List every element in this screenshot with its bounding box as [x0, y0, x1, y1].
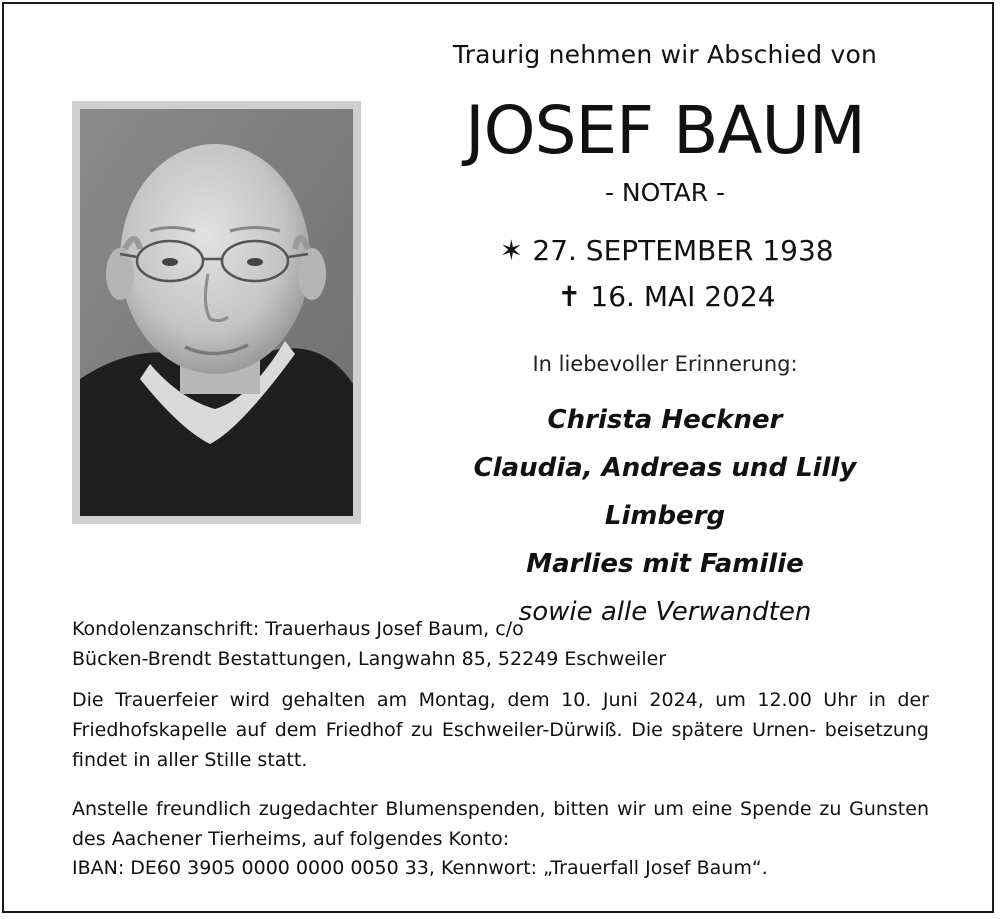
memory-label: In liebevoller Erinnerung: — [532, 352, 798, 376]
donation-paragraph: Anstelle freundlich zugedachter Blumenspenden, bitten wir um eine Spende zu Gunsten des Aachener Tierheims, auf folgendes Konto: — [72, 798, 929, 850]
mourner-line: sowie alle Verwandten — [518, 597, 812, 627]
birth-date: 27. SEPTEMBER 1938 — [532, 234, 834, 267]
address-line: Bücken-Brendt Bestattungen, Langwahn 85, 52249 Eschweiler — [72, 648, 667, 670]
birth-date-line — [420, 228, 910, 274]
mourner-line: Christa Heckner — [547, 405, 783, 435]
death-date: 16. MAI 2024 — [590, 280, 776, 313]
mourner-line: Marlies mit Familie — [526, 549, 804, 579]
death-date-line — [420, 274, 910, 320]
deceased-name: JOSEF BAUM — [465, 92, 865, 169]
address-line: Kondolenzanschrift: Trauerhaus Josef Baum, c/o — [72, 618, 524, 640]
portrait-photo — [72, 101, 361, 524]
cross-icon: ✝ — [557, 280, 582, 313]
mourners-list — [420, 396, 910, 636]
iban-line: IBAN: DE60 3905 0000 0000 0050 33, Kennwort: „Trauerfall Josef Baum“. — [72, 857, 768, 879]
mourner-line: Claudia, Andreas und Lilly Limberg — [473, 453, 857, 531]
ceremony-paragraph: Die Trauerfeier wird gehalten am Montag, dem 10. Juni 2024, um 12.00 Uhr in der Friedhofskapelle auf dem Friedhof zu Eschweiler-Dürwiß. Die spätere Urnen- beisetzung findet in aller Stille statt. — [72, 689, 929, 771]
intro-text: Traurig nehmen wir Abschied von — [452, 40, 878, 69]
star-icon: ✶ — [499, 234, 524, 267]
life-dates — [420, 228, 910, 320]
deceased-title: - NOTAR - — [604, 178, 726, 207]
condolence-address — [72, 614, 929, 674]
